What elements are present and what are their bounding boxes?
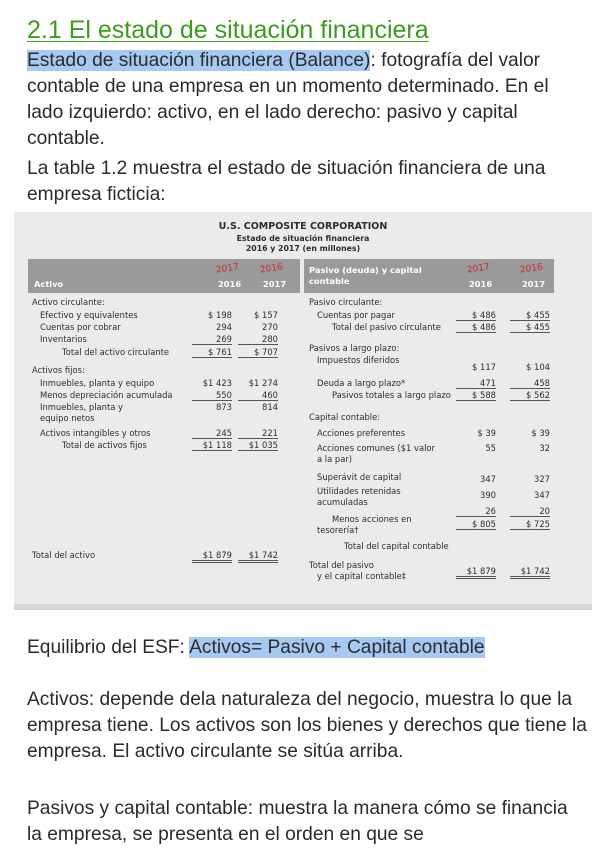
table-reference-paragraph: La table 1.2 muestra el estado de situación financiera de una empresa ficticia: [27, 158, 546, 205]
asset-label: Activos intangibles y otros [40, 428, 151, 438]
hand-mark: 2017 [215, 262, 240, 276]
asset-value-2017: $ 157 [254, 310, 278, 320]
liability-label: tesorería† [317, 525, 359, 535]
asset-value-2016: 245 [192, 428, 232, 439]
asset-value-2017: 280 [238, 334, 278, 345]
asset-label: Total del activo circulante [62, 347, 170, 357]
asset-value-2016: $1 879 [192, 550, 232, 563]
liability-value-2017: $ 725 [510, 519, 550, 530]
liability-label: Menos acciones en [332, 514, 412, 524]
asset-label: Total del activo [32, 550, 96, 560]
asset-value-2017: $1 274 [248, 378, 278, 388]
liabilities-year-2017: 2017 [522, 279, 546, 289]
hand-mark: 2016 [519, 262, 544, 276]
liability-label: Capital contable: [309, 412, 381, 422]
asset-value-2016: $ 198 [208, 310, 232, 320]
liability-value-2017: $1 742 [510, 566, 550, 579]
asset-value-2017: $1 742 [238, 550, 278, 563]
assets-year-2016: 2016 [218, 279, 242, 289]
liability-label: Pasivos totales a largo plazo [332, 390, 451, 400]
liability-label: Total del pasivo circulante [332, 322, 441, 332]
asset-label: Activos fijos: [32, 365, 85, 375]
liability-label: Deuda a largo plazo* [317, 378, 406, 388]
section-title: 2.1 El estado de situación financiera [27, 16, 429, 44]
liability-value-2017: 20 [510, 506, 550, 517]
company-name: U.S. COMPOSITE CORPORATION [218, 221, 388, 232]
asset-label: equipo netos [40, 413, 95, 423]
hand-mark: 2016 [259, 262, 284, 276]
liability-value-2016: 347 [480, 474, 496, 484]
asset-value-2017: 221 [238, 428, 278, 439]
asset-label: Efectivo y equivalentes [40, 310, 138, 320]
asset-label: Activo circulante: [32, 297, 105, 307]
liability-value-2017: $ 455 [510, 322, 550, 333]
asset-label: Total de activos fijos [62, 440, 147, 450]
asset-value-2017: $ 707 [238, 347, 278, 358]
liability-value-2017: 32 [539, 443, 550, 453]
liability-label: Acciones comunes ($1 valor [317, 443, 435, 453]
sheet-period: 2016 y 2017 (en millones) [245, 244, 361, 253]
asset-value-2016: 550 [192, 390, 232, 401]
liability-value-2016: $ 39 [477, 428, 496, 438]
asset-value-2017: 814 [262, 402, 278, 412]
asset-value-2016: $1 118 [192, 440, 232, 451]
liability-value-2017: $ 562 [510, 390, 550, 401]
liability-value-2017: 347 [534, 490, 550, 500]
liability-value-2017: $ 455 [510, 310, 550, 321]
asset-value-2016: $ 761 [192, 347, 232, 358]
liability-label: a la par) [317, 454, 353, 464]
asset-value-2017: $1 035 [238, 440, 278, 451]
scan-edge [14, 604, 592, 610]
equilibrium-highlight: Activos= Pasivo + Capital contable [189, 637, 485, 658]
liability-label: Pasivos a largo plazo: [309, 343, 400, 353]
assets-year-2017: 2017 [263, 279, 287, 289]
liability-label: Acciones preferentes [317, 428, 406, 438]
equilibrium-paragraph [27, 635, 587, 661]
intro-paragraph [27, 48, 587, 152]
liability-label: Total del capital contable [344, 541, 449, 551]
asset-value-2016: 269 [192, 334, 232, 345]
liability-value-2016: $ 117 [472, 362, 496, 372]
liability-value-2016: $1 879 [456, 566, 496, 579]
asset-value-2017: 270 [262, 322, 278, 332]
balance-sheet-image [14, 212, 592, 610]
liability-value-2016: 390 [480, 490, 496, 500]
asset-label: Inmuebles, planta y [40, 402, 123, 412]
liability-label: Utilidades retenidas [317, 486, 401, 496]
liability-value-2016: 471 [456, 378, 496, 389]
liability-label: Pasivo circulante: [309, 297, 383, 307]
assets-header-bar [28, 259, 300, 293]
activos-paragraph: Activos: depende dela naturaleza del negocio, muestra lo que la empresa tiene. Los activos son los bienes y derechos que tiene la empresa. El activo circulante se sitúa arriba. [27, 689, 587, 762]
asset-value-2016: 294 [216, 322, 232, 332]
liability-value-2016: 26 [456, 506, 496, 517]
pasivos-paragraph: Pasivos y capital contable: muestra la manera cómo se financia la empresa, se presenta en el orden en que se [27, 798, 568, 845]
asset-label: Inmuebles, planta y equipo [40, 378, 155, 388]
liability-value-2016: $ 486 [456, 322, 496, 333]
liability-value-2017: 327 [534, 474, 550, 484]
liability-label: acumuladas [317, 497, 368, 507]
liabilities-year-2016: 2016 [469, 279, 493, 289]
liability-value-2016: $ 805 [456, 519, 496, 530]
asset-label: Inventarios [40, 334, 87, 344]
liability-value-2016: $ 588 [456, 390, 496, 401]
asset-label: Menos depreciación acumulada [40, 390, 173, 400]
liability-value-2016: $ 486 [456, 310, 496, 321]
asset-value-2017: 460 [238, 390, 278, 401]
liability-label: y el capital contable‡ [317, 571, 406, 581]
hand-mark: 2017 [466, 262, 491, 276]
liability-value-2017: $ 104 [526, 362, 550, 372]
liability-label: Total del pasivo [309, 560, 374, 570]
liability-value-2017: 458 [510, 378, 550, 389]
liabilities-header: Pasivo (deuda) y capital contable [309, 265, 422, 286]
liability-label: Impuestos diferidos [317, 355, 400, 365]
equilibrium-prefix: Equilibrio del ESF: [27, 637, 190, 658]
intro-highlight: Estado de situación financiera (Balance) [27, 50, 371, 71]
intro-text: : fotografía del valor contable de una empresa en un momento determinado. En el lado izquierdo: activo, en el lado derecho: pasivo y capital contable. [27, 50, 549, 149]
liabilities-header-bar [304, 259, 554, 293]
liability-value-2016: 55 [485, 443, 496, 453]
liability-label: Cuentas por pagar [317, 310, 395, 320]
sheet-subtitle: Estado de situación financiera [236, 234, 370, 243]
liability-value-2017: $ 39 [531, 428, 550, 438]
asset-label: Cuentas por cobrar [40, 322, 121, 332]
liability-label: Superávit de capital [317, 472, 402, 482]
assets-header: Activo [34, 279, 64, 289]
asset-value-2016: 873 [216, 402, 232, 412]
asset-value-2016: $1 423 [202, 378, 232, 388]
